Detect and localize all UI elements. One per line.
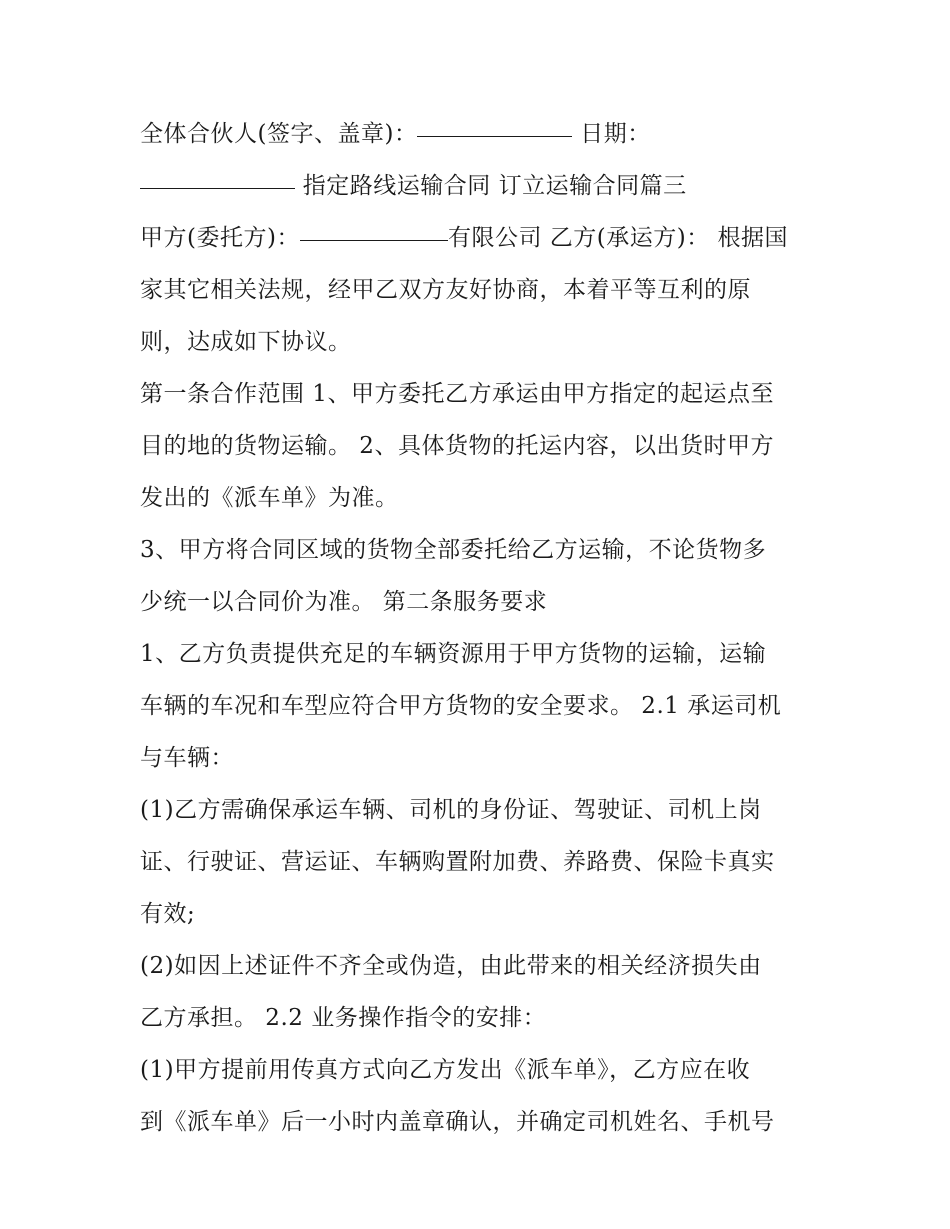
document-body [140, 108, 840, 1148]
party-a-label: 甲方(委托方)： [140, 225, 300, 251]
date-label: 日期： [572, 121, 651, 147]
party-a-blank [300, 210, 448, 241]
parties-line [140, 212, 840, 264]
text-line: 有效; [140, 901, 196, 927]
section-heading: 指定路线运输合同 订立运输合同篇三 [295, 173, 687, 199]
text-line: 3、甲方将合同区域的货物全部委托给乙方运输，不论货物多 [140, 537, 767, 563]
signature-line [140, 108, 840, 160]
text-line: 家其它相关法规，经甲乙双方友好协商，本着平等互利的原 [140, 277, 751, 303]
text-line: 则，达成如下协议。 [140, 329, 352, 355]
text-line: 目的地的货物运输。 2、具体货物的托运内容，以出货时甲方 [140, 433, 774, 459]
text-line: 车辆的车况和车型应符合甲方货物的安全要求。 2.1 承运司机 [140, 693, 782, 719]
text-line: 与车辆： [140, 745, 234, 771]
text-line: 到《派车单》后一小时内盖章确认，并确定司机姓名、手机号 [140, 1109, 775, 1135]
text-line: 发出的《派车单》为准。 [140, 485, 399, 511]
text-line: 少统一以合同价为准。 第二条服务要求 [140, 589, 548, 615]
date-blank [140, 158, 295, 189]
partners-signature-label: 全体合伙人(签字、盖章)： [140, 121, 418, 147]
signature-blank [417, 106, 572, 137]
text-line: 证、行驶证、营运证、车辆购置附加费、养路费、保险卡真实 [140, 849, 775, 875]
text-line: 第一条合作范围 1、甲方委托乙方承运由甲方指定的起运点至 [140, 381, 774, 407]
date-line [140, 160, 840, 212]
text-line: 乙方承担。 2.2 业务操作指令的安排： [140, 1005, 547, 1031]
text-line: 1、乙方负责提供充足的车辆资源用于甲方货物的运输，运输 [140, 641, 767, 667]
text-line: (1)甲方提前用传真方式向乙方发出《派车单》，乙方应在收 [140, 1057, 751, 1083]
party-a-suffix: 有限公司 乙方(承运方)： 根据国 [447, 225, 789, 251]
text-line: (2)如因上述证件不齐全或伪造，由此带来的相关经济损失由 [140, 953, 762, 979]
text-line: (1)乙方需确保承运车辆、司机的身份证、驾驶证、司机上岗 [140, 797, 762, 823]
